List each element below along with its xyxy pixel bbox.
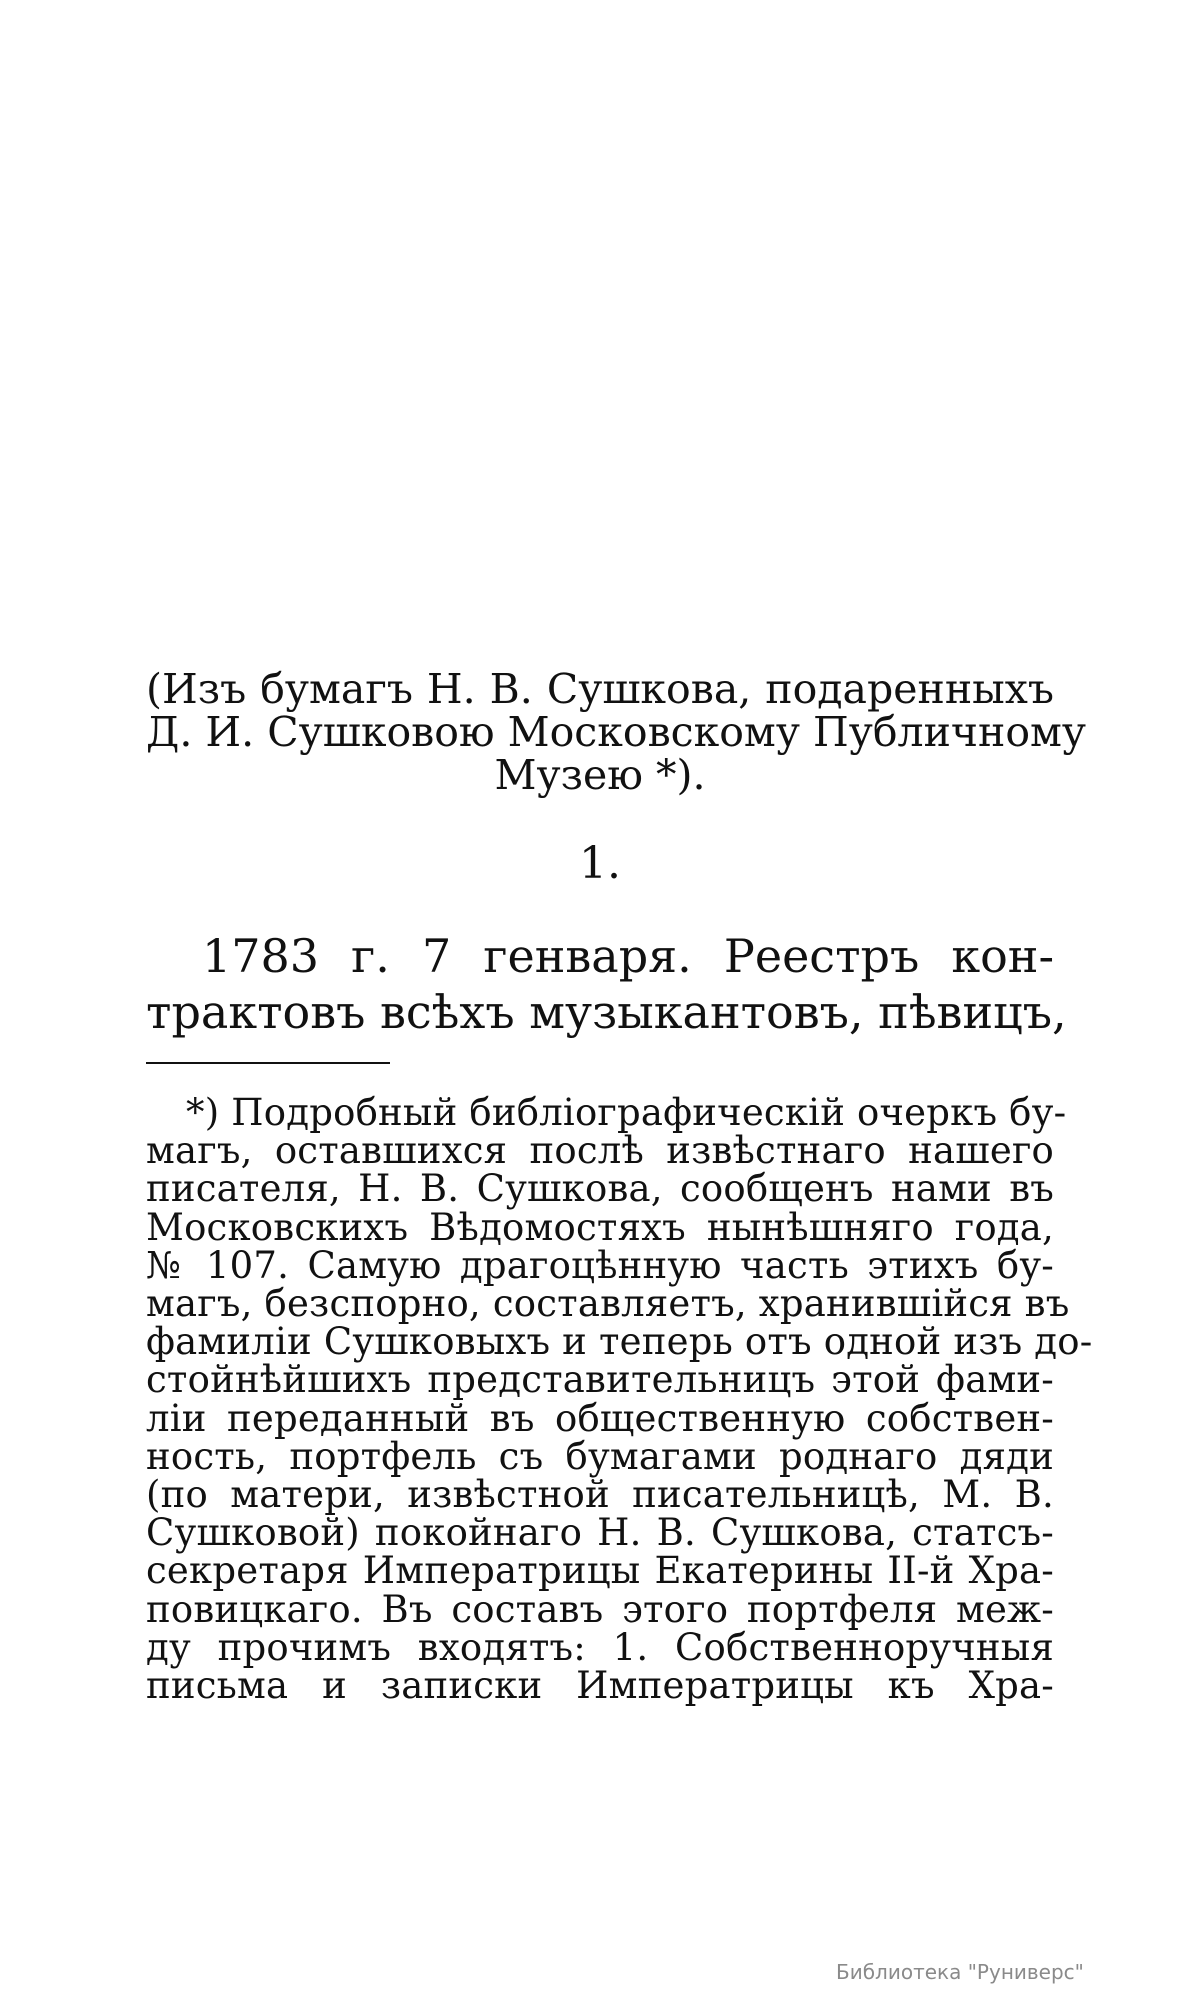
footnote-line: ность, портфель съ бумагами роднаго дяди xyxy=(146,1434,1054,1478)
footnote-line: письма и записки Императрицы къ Хра- xyxy=(146,1664,1054,1708)
footnote-line: ду прочимъ входятъ: 1. Собственноручныя xyxy=(146,1625,1054,1669)
section-number: 1. xyxy=(579,838,621,889)
footnote-line: Сушковой) покойнаго Н. В. Сушкова, статсъ- xyxy=(146,1511,1054,1555)
footnote xyxy=(146,1091,1093,1708)
footnote-line: (по матери, извѣстной писательницѣ, М. В. xyxy=(146,1473,1054,1517)
footnote-line: магъ, безспорно, составляетъ, хранившійся въ xyxy=(146,1282,1070,1326)
footnote-line: стойнѣйшихъ представительницъ этой фами- xyxy=(146,1358,1054,1402)
book-page xyxy=(146,0,1093,1998)
footnote-line: секретаря Императрицы Екатерины II-й Хра- xyxy=(146,1549,1054,1593)
footnote-line: ліи переданный въ общественную собствен- xyxy=(146,1396,1054,1440)
footnote-line: *) Подробный библіографическій очеркъ бу- xyxy=(186,1091,1067,1134)
source-note xyxy=(146,665,1087,799)
footnote-line: повицкаго. Въ составъ этого портфеля меж- xyxy=(146,1587,1054,1631)
library-watermark: Библиотека "Руниверс" xyxy=(836,1960,1084,1984)
source-note-line: (Изъ бумагъ Н. В. Сушкова, подаренныхъ xyxy=(146,665,1054,713)
footnote-line: писателя, Н. В. Сушкова, сообщенъ нами въ xyxy=(146,1167,1054,1211)
entry-paragraph xyxy=(146,928,1067,1040)
footnote-line: Московскихъ Вѣдомостяхъ нынѣшняго года, xyxy=(146,1205,1054,1249)
footnote-line: фамиліи Сушковыхъ и теперь отъ одной изъ до- xyxy=(146,1320,1093,1364)
source-note-line: Музею *). xyxy=(494,751,706,799)
entry-line: трактовъ всѣхъ музыкантовъ, пѣвицъ, xyxy=(146,985,1067,1039)
footnote-line: № 107. Самую драгоцѣнную часть этихъ бу- xyxy=(146,1243,1054,1287)
entry-line: 1783 г. 7 генваря. Реестръ кон- xyxy=(202,929,1054,983)
footnote-divider xyxy=(146,1062,390,1064)
source-note-line: Д. И. Сушковою Московскому Публичному xyxy=(146,708,1087,756)
footnote-line: магъ, оставшихся послѣ извѣстнаго нашего xyxy=(146,1129,1054,1173)
